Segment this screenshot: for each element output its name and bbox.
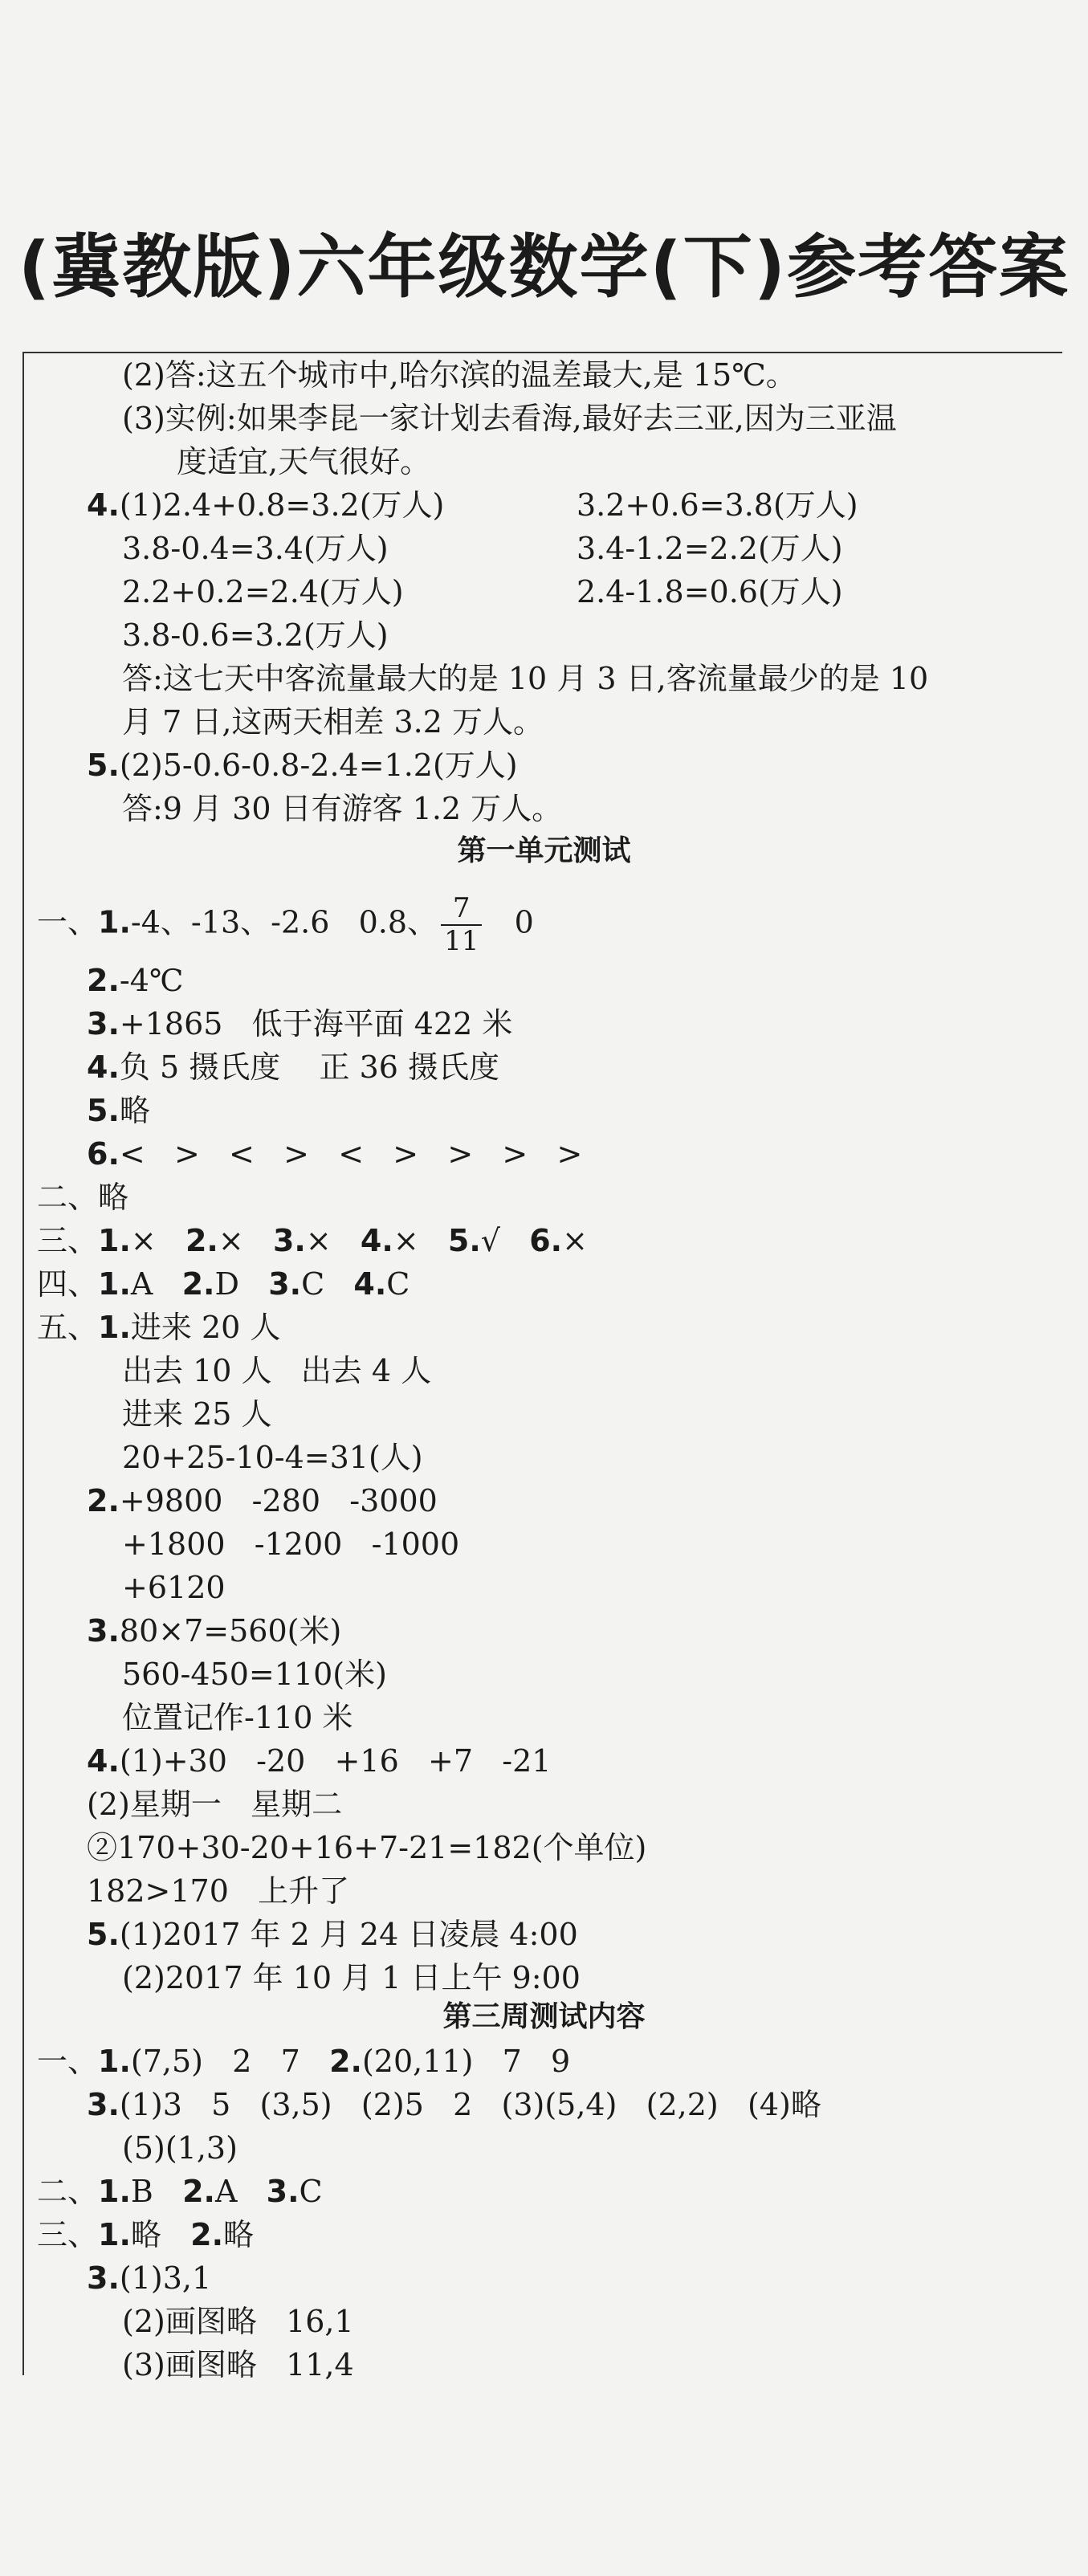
- answer-line: 3.(1)3,1: [87, 2260, 212, 2296]
- answer-line: 月 7 日,这两天相差 3.2 万人。: [122, 704, 544, 740]
- title-rule: [22, 352, 1062, 353]
- answer-line: 一、1.(7,5) 2 7 2.(20,11) 7 9: [37, 2044, 571, 2079]
- answer-line: (3)实例:如果李昆一家计划去看海,最好去三亚,因为三亚温: [122, 401, 897, 436]
- answer-line: 答:9 月 30 日有游客 1.2 万人。: [122, 791, 563, 826]
- answer-line: 进来 25 人: [122, 1396, 272, 1432]
- question-number: 6.: [87, 1136, 120, 1172]
- question-number: 3.: [87, 1613, 120, 1649]
- answer-line: +1800 -1200 -1000: [122, 1526, 460, 1562]
- answer-line: (2)2017 年 10 月 1 日上午 9:00: [122, 1960, 581, 1995]
- question-number: 3.: [87, 2087, 120, 2122]
- answer-line: 一、1.-4、-13、-2.6 0.8、 $\frac{7}{11}$ 0: [37, 892, 534, 958]
- answer-line: 3.80×7=560(米): [87, 1613, 342, 1649]
- answer-line: 2.2+0.2=2.4(万人): [122, 574, 404, 609]
- left-margin-rule: [22, 352, 24, 2375]
- section-heading: 第三周测试内容: [442, 2000, 646, 2033]
- answer-line: 3.8-0.4=3.4(万人): [122, 531, 389, 566]
- answer-line: 五、1.进来 20 人: [37, 1310, 281, 1345]
- section-heading: 第一单元测试: [457, 834, 631, 867]
- question-number: 4.: [87, 1743, 120, 1779]
- answer-line: 6.< > < > < > > > >: [87, 1136, 583, 1172]
- question-number: 3.: [87, 1006, 120, 1041]
- answer-line: 二、略: [37, 1180, 129, 1215]
- question-number: 2.: [87, 963, 120, 998]
- question-number: 3.: [87, 2260, 120, 2296]
- question-number: 5.: [87, 748, 120, 783]
- answer-line: 5.略: [87, 1093, 150, 1128]
- answer-line: (2)星期一 星期二: [87, 1787, 343, 1822]
- question-number: 4.: [87, 1050, 120, 1085]
- answer-line: 4.(1)+30 -20 +16 +7 -21: [87, 1743, 552, 1779]
- answer-line: 3.(1)3 5 (3,5) (2)5 2 (3)(5,4) (2,2) (4)略: [87, 2087, 821, 2122]
- answer-line: 答:这七天中客流量最大的是 10 月 3 日,客流量最少的是 10: [122, 661, 929, 696]
- answer-line: 四、1.A 2.D 3.C 4.C: [37, 1266, 410, 1302]
- answer-line: 三、1.略 2.略: [37, 2217, 255, 2252]
- answer-line: 3.8-0.6=3.2(万人): [122, 618, 389, 653]
- answer-line: 5.(2)5-0.6-0.8-2.4=1.2(万人): [87, 748, 518, 783]
- answer-line: 出去 10 人 出去 4 人: [122, 1353, 432, 1388]
- answer-line: 度适宜,天气很好。: [177, 444, 431, 479]
- answer-line: ②170+30-20+16+7-21=182(个单位): [87, 1830, 647, 1865]
- fraction: $\frac{7}{11}$: [441, 893, 482, 957]
- answer-line: 二、1.B 2.A 3.C: [37, 2174, 323, 2209]
- answer-line: +6120: [122, 1570, 226, 1605]
- answer-line: 3.4-1.2=2.2(万人): [577, 531, 843, 566]
- answer-line: 3.2+0.6=3.8(万人): [577, 487, 858, 523]
- answer-line: 4.(1)2.4+0.8=3.2(万人): [87, 487, 445, 523]
- answer-line: 5.(1)2017 年 2 月 24 日凌晨 4:00: [87, 1917, 578, 1952]
- answer-line: (5)(1,3): [122, 2130, 238, 2166]
- answer-line: 2.-4℃: [87, 963, 184, 998]
- question-number: 1.: [98, 904, 131, 940]
- answer-line: (2)答:这五个城市中,哈尔滨的温差最大,是 15℃。: [122, 357, 797, 393]
- answer-line: (2)画图略 16,1: [122, 2304, 354, 2339]
- answer-line: 2.+9800 -280 -3000: [87, 1483, 438, 1518]
- question-number: 4.: [87, 487, 120, 523]
- page-title: (冀教版)六年级数学(下)参考答案: [18, 227, 1070, 308]
- answer-line: 三、1.× 2.× 3.× 4.× 5.√ 6.×: [37, 1223, 588, 1258]
- question-number: 5.: [87, 1093, 120, 1128]
- answer-line: 3.+1865 低于海平面 422 米: [87, 1006, 513, 1041]
- answer-line: 20+25-10-4=31(人): [122, 1440, 423, 1475]
- answer-line: 4.负 5 摄氏度 正 36 摄氏度: [87, 1050, 500, 1085]
- question-number: 2.: [87, 1483, 120, 1518]
- answer-line: (3)画图略 11,4: [122, 2347, 354, 2382]
- question-number: 5.: [87, 1917, 120, 1952]
- answer-line: 560-450=110(米): [122, 1657, 387, 1692]
- answer-line: 182>170 上升了: [87, 1873, 350, 1909]
- answer-line: 位置记作-110 米: [122, 1700, 353, 1735]
- answer-line: 2.4-1.8=0.6(万人): [577, 574, 843, 609]
